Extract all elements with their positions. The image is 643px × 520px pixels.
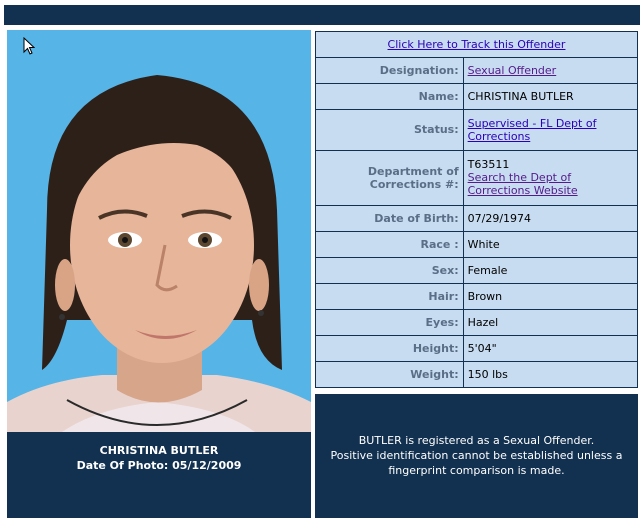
eyes-label: Eyes:: [316, 310, 463, 335]
offender-details-table: [315, 31, 638, 388]
doc-value: [464, 151, 637, 205]
dob-label: Date of Birth:: [316, 206, 463, 231]
doc-search-link[interactable]: Search the Dept of Corrections Website: [467, 171, 578, 198]
dob-value: 07/29/1974: [464, 206, 637, 231]
top-banner: [4, 5, 640, 25]
eyes-value: Hazel: [464, 310, 637, 335]
track-row: [316, 32, 637, 57]
notice-line-3: fingerprint comparison is made.: [388, 464, 565, 477]
name-value: CHRISTINA BUTLER: [464, 84, 637, 109]
height-label: Height:: [316, 336, 463, 361]
photo-name: CHRISTINA BUTLER: [99, 444, 219, 457]
hair-value: Brown: [464, 284, 637, 309]
sex-label: Sex:: [316, 258, 463, 283]
designation-value: [464, 58, 637, 83]
doc-label: Department of Corrections #:: [316, 151, 463, 205]
name-label: Name:: [316, 84, 463, 109]
weight-label: Weight:: [316, 362, 463, 387]
photo-caption: [7, 443, 311, 473]
sex-value: Female: [464, 258, 637, 283]
hair-label: Hair:: [316, 284, 463, 309]
status-value: [464, 110, 637, 150]
identification-notice: [315, 394, 638, 518]
offender-photo-panel: [7, 30, 311, 518]
track-offender-link[interactable]: Click Here to Track this Offender: [387, 38, 566, 51]
notice-line-2: Positive identification cannot be established unless a: [330, 449, 623, 462]
race-value: White: [464, 232, 637, 257]
race-label: Race :: [316, 232, 463, 257]
mouse-pointer-icon: [23, 37, 35, 55]
designation-label: Designation:: [316, 58, 463, 83]
status-link[interactable]: Supervised - FL Dept of Corrections: [467, 116, 597, 143]
height-value: 5'04": [464, 336, 637, 361]
status-label: Status:: [316, 110, 463, 150]
weight-value: 150 lbs: [464, 362, 637, 387]
offender-photo: [7, 30, 311, 432]
notice-line-1: BUTLER is registered as a Sexual Offender.: [358, 434, 595, 447]
doc-number: T63511: [467, 158, 510, 172]
designation-link[interactable]: Sexual Offender: [467, 64, 557, 78]
photo-date: Date Of Photo: 05/12/2009: [76, 459, 242, 472]
